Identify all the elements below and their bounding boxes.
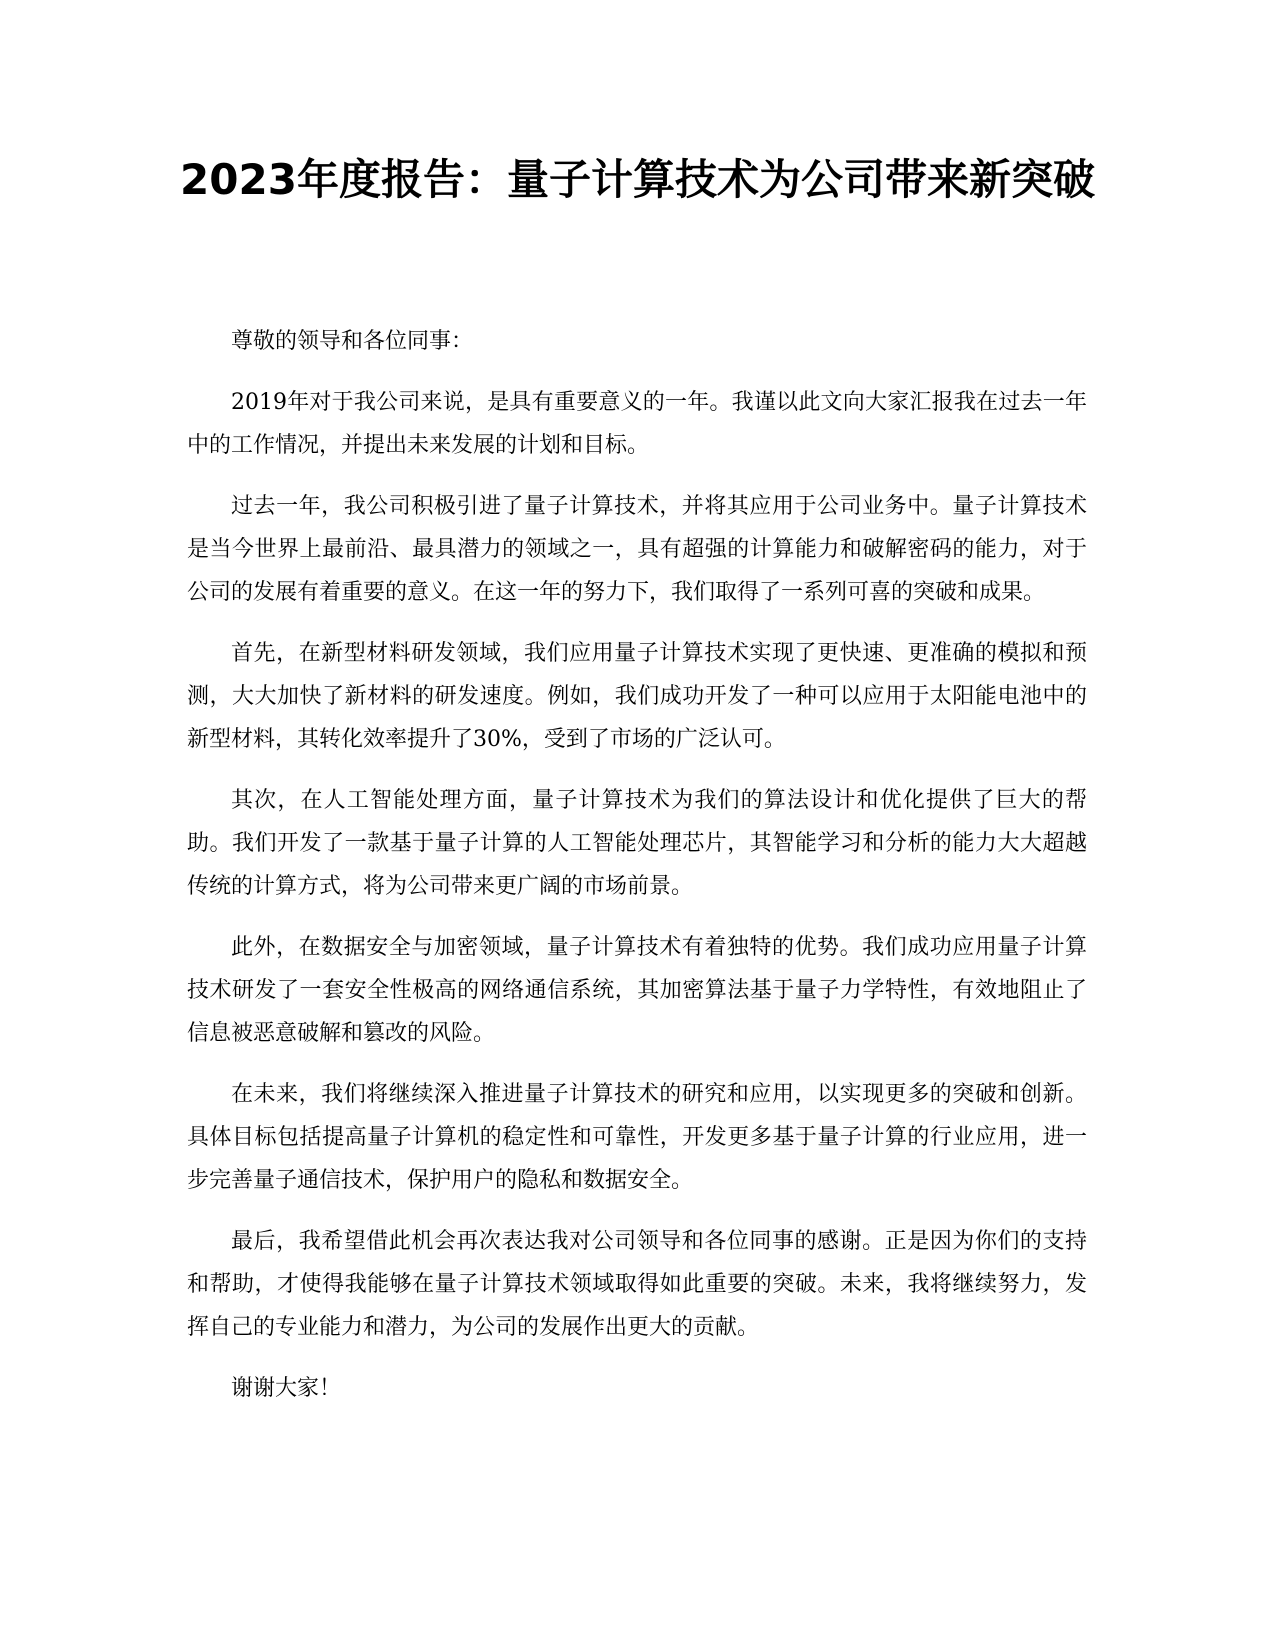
document-title: 2023年度报告：量子计算技术为公司带来新突破 [180, 155, 1095, 204]
paragraph-quantum-adoption: 过去一年，我公司积极引进了量子计算技术，并将其应用于公司业务中。量子计算技术是当今世界上最前沿、最具潜力的领域之一，具有超强的计算能力和破解密码的能力，对于公司的发展有着重要的意义。在这一年的努力下，我们取得了一系列可喜的突破和成果。 [187, 494, 1087, 605]
paragraph-future: 在未来，我们将继续深入推进量子计算技术的研究和应用，以实现更多的突破和创新。具体目标包括提高量子计算机的稳定性和可靠性，开发更多基于量子计算的行业应用，进一步完善量子通信技术，保护用户的隐私和数据安全。 [187, 1082, 1087, 1193]
paragraph-intro: 2019年对于我公司来说，是具有重要意义的一年。我谨以此文向大家汇报我在过去一年中的工作情况，并提出未来发展的计划和目标。 [187, 390, 1087, 458]
paragraph-security: 此外，在数据安全与加密领域，量子计算技术有着独特的优势。我们成功应用量子计算技术研发了一套安全性极高的网络通信系统，其加密算法基于量子力学特性，有效地阻止了信息被恶意破解和篡改的风险。 [187, 935, 1087, 1046]
paragraph-ai: 其次，在人工智能处理方面，量子计算技术为我们的算法设计和优化提供了巨大的帮助。我们开发了一款基于量子计算的人工智能处理芯片，其智能学习和分析的能力大大超越传统的计算方式，将为公司带来更广阔的市场前景。 [187, 788, 1087, 899]
document-body [187, 320, 1087, 1428]
paragraph-thanks: 最后，我希望借此机会再次表达我对公司领导和各位同事的感谢。正是因为你们的支持和帮助，才使得我能够在量子计算技术领域取得如此重要的突破。未来，我将继续努力，发挥自己的专业能力和潜力，为公司的发展作出更大的贡献。 [187, 1229, 1087, 1340]
paragraph-materials: 首先，在新型材料研发领域，我们应用量子计算技术实现了更快速、更准确的模拟和预测，大大加快了新材料的研发速度。例如，我们成功开发了一种可以应用于太阳能电池中的新型材料，其转化效率提升了30%，受到了市场的广泛认可。 [187, 641, 1087, 752]
paragraph-salutation: 尊敬的领导和各位同事： [231, 329, 474, 354]
paragraph-closing: 谢谢大家！ [231, 1376, 342, 1401]
